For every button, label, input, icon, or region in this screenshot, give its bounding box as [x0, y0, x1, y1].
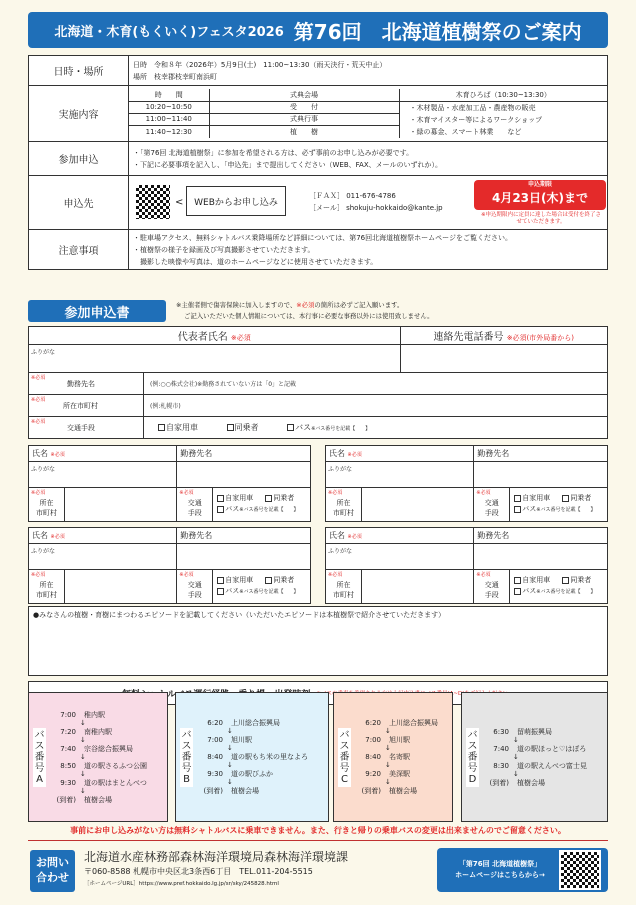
arrow-down-icon: ↓: [80, 718, 86, 727]
warning-text: 事前にお申し込みがない方は無料シャトルバスに乗車できません。また、行きと帰りの乗車バスの変更は出来ませんのでご留意ください。: [70, 826, 566, 835]
required-mark: ※必須: [31, 419, 46, 425]
title-main: 第76回 北海道植樹祭のご案内: [293, 19, 582, 44]
contact-address: 〒060-8588 札幌市中央区北3条西6丁目 TEL.011-204-5515: [84, 867, 313, 876]
furigana-label: ふりがな: [31, 466, 56, 473]
plaza-item: ・木育マイスター等によるワークショップ: [409, 115, 543, 124]
work-field[interactable]: [177, 462, 311, 488]
stop-name: 道の駅はまとんべつ: [84, 778, 147, 787]
fax-number: ［ＦＡＸ］ 011-676-4786: [309, 192, 396, 200]
transport-label: 手段: [187, 590, 202, 599]
city-label: 所在: [336, 580, 351, 589]
ride-label: 同乗者: [273, 494, 295, 502]
name-field[interactable]: [29, 462, 177, 488]
stop-name: 南稚内駅: [84, 727, 112, 736]
stop-name: 上川総合振興局: [389, 719, 438, 727]
bus-number: バス番号B: [181, 729, 192, 785]
stop-time: 7:00: [207, 736, 223, 744]
label-datetime: 日時・場所: [29, 56, 129, 86]
bus-stop: [357, 718, 438, 728]
checkbox-bus[interactable]: [287, 423, 370, 432]
stop-name: 稚内駅: [84, 710, 105, 719]
bus-stop: [485, 727, 587, 737]
sched-time: 11:00~11:40: [129, 113, 209, 125]
stop-time: (到着): [361, 787, 381, 795]
stop-time: (到着): [489, 778, 509, 787]
bus-stop: [52, 761, 147, 771]
arrow-down-icon: ↓: [385, 727, 391, 735]
stop-name: 道の駅びふか: [231, 770, 273, 778]
bus-stop: [52, 727, 147, 737]
name-field[interactable]: [326, 544, 474, 570]
stop-name: 宗谷総合振興局: [84, 744, 133, 753]
apply-line: ・「第76回 北海道植樹祭」に参加を希望される方は、必ず事前のお申し込みが必要です。: [133, 148, 414, 157]
arrow-down-icon: ↓: [227, 744, 233, 752]
transport-label: 手段: [187, 508, 202, 517]
participant-form: [325, 527, 608, 604]
bus-note: ※バス番号を記載【 】: [239, 507, 299, 513]
note-text: の箇所は必ずご記入願います。: [314, 301, 404, 309]
contact-url[interactable]: ［ホームページURL］https://www.pref.hokkaido.lg.jp/sr/sky/245828.html: [84, 881, 279, 887]
place-line: 場所 枝幸郡枝幸町南浜町: [133, 72, 217, 81]
sched-time: 11:40~12:30: [129, 126, 209, 138]
required-mark: ※必須: [347, 534, 362, 540]
bus-number: バス番号C: [339, 729, 350, 785]
arrow-down-icon: ↓: [80, 769, 86, 778]
ride-label: 同乗者: [234, 423, 259, 432]
bus-note: ※バス番号を記載【 】: [311, 426, 371, 432]
bus-route-d: [461, 692, 608, 822]
stop-name: 名寄駅: [389, 753, 410, 761]
date-line: 日時 令和８年（2026年）5月9日(土) 11:00~13:30（雨天決行・荒天中止）: [133, 60, 387, 69]
name-field[interactable]: [326, 462, 474, 488]
required-mark: ※必須: [31, 397, 46, 403]
form-section-title: 参加申込書: [28, 300, 166, 322]
bus-stop: [357, 735, 438, 745]
apply-line: ・下記に必要事項を記入し、「申込先」まで提出してください（WEB、FAX、メールのいずれか）。: [133, 160, 442, 169]
divider: [28, 840, 608, 841]
participant-form: [28, 445, 311, 522]
furigana-label: ふりがな: [328, 466, 353, 473]
qr-code-homepage[interactable]: [559, 850, 601, 890]
arrow-down-icon: ↓: [513, 735, 519, 744]
badge-line: 合わせ: [36, 871, 69, 884]
car-label: 自家用車: [522, 494, 551, 502]
sched-h-plaza: 木育ひろば（10:30~13:30）: [399, 89, 607, 101]
note-required: ※必須: [296, 301, 315, 309]
participant-form: [28, 527, 311, 604]
bus-label: バス: [522, 505, 537, 513]
required-mark: ※必須: [31, 375, 46, 381]
stop-name: 道の駅もち米の里なよろ: [231, 753, 308, 761]
bus-stop: [485, 778, 587, 788]
title-sub: 北海道・木育(もくいく)フェスタ2026: [54, 24, 284, 40]
bus-stop: [52, 710, 147, 720]
stop-time: 6:20: [365, 719, 381, 727]
representative-form: [28, 326, 608, 439]
stop-name: 留萌振興局: [517, 727, 552, 736]
work-field[interactable]: [144, 373, 608, 395]
transport-label: 交通: [484, 498, 499, 507]
required-mark: ※必須: [476, 572, 491, 578]
chevron-left-icon: <: [175, 197, 184, 208]
work-field[interactable]: [474, 544, 608, 570]
arrow-down-icon: ↓: [513, 752, 519, 761]
car-label: 自家用車: [522, 576, 551, 584]
note-privacy: ご記入いただいた個人情報については、本行事に必要な事務以外には使用致しません。: [184, 312, 434, 320]
sched-event: 受 付: [209, 101, 399, 113]
qr-code-web[interactable]: [134, 183, 172, 221]
rep-name-label: 代表者氏名: [177, 332, 228, 343]
furigana-label: ふりがな: [328, 548, 353, 555]
stop-name: 上川総合振興局: [231, 719, 280, 727]
name-field[interactable]: [29, 544, 177, 570]
required-mark: ※必須: [50, 534, 65, 540]
required-mark: ※必須: [328, 572, 343, 578]
stop-time: (到着): [56, 795, 76, 804]
label-apply: 参加申込: [29, 142, 129, 176]
note-text: ※主催者側で傷害保険に加入しますので、: [176, 301, 297, 309]
sched-time: 10:20~10:50: [129, 101, 209, 113]
city-label: 所在: [39, 580, 54, 589]
required-mark: ※必須: [50, 452, 65, 458]
stop-time: 7:00: [60, 710, 76, 719]
stop-time: 7:40: [60, 744, 76, 753]
stop-time: 8:40: [207, 753, 223, 761]
bus-label: バス: [522, 587, 537, 595]
ride-label: 同乗者: [273, 576, 295, 584]
checkbox-ride[interactable]: [562, 494, 591, 502]
stop-time: 6:20: [207, 719, 223, 727]
work-label: 勤務先名: [177, 528, 311, 544]
stop-name: 旭川駅: [389, 736, 410, 744]
city-label: 所在: [336, 498, 351, 507]
plaza-item: ・緑の募金、スマート林業 など: [409, 127, 522, 136]
schedule-table: [129, 89, 607, 138]
stop-time: 8:40: [365, 753, 381, 761]
arrow-down-icon: ↓: [385, 744, 391, 752]
required-mark: ※必須: [179, 490, 194, 496]
arrow-down-icon: ↓: [227, 727, 233, 735]
label-destination: 申込先: [29, 176, 129, 230]
stop-time: 9:20: [365, 770, 381, 778]
required-mark: ※必須: [31, 490, 46, 496]
city-field[interactable]: [362, 570, 474, 604]
arrow-down-icon: ↓: [385, 761, 391, 769]
deadline-date: 4月23日(木)まで: [491, 191, 589, 205]
hp-line: 「第76回 北海道植樹祭」: [458, 860, 542, 868]
caution-line: ・植樹祭の様子を録画及び写真撮影させていただきます。: [133, 245, 315, 254]
checkbox-ride[interactable]: [562, 576, 591, 584]
bus-note: ※バス番号を記載【 】: [536, 507, 596, 513]
bus-note: ※バス番号を記載【 】: [536, 589, 596, 595]
required-mark: ※必須: [31, 572, 46, 578]
work-label: 勤務先名: [474, 446, 608, 462]
badge-line: お問い: [36, 856, 69, 869]
stop-time: 8:30: [493, 761, 509, 770]
checkbox-car[interactable]: [514, 576, 550, 584]
stop-time: 7:00: [365, 736, 381, 744]
bus-label: バス: [295, 423, 312, 432]
stop-name: 植樹会場: [389, 787, 417, 795]
checkbox-ride[interactable]: [265, 494, 294, 502]
homepage-link[interactable]: [437, 848, 608, 892]
checkbox-bus[interactable]: [217, 586, 310, 598]
page-title: [28, 12, 608, 48]
city-field[interactable]: [144, 395, 608, 417]
bus-stop: [357, 786, 438, 796]
stop-time: 9:30: [207, 770, 223, 778]
city-hint: (例:札幌市): [150, 403, 181, 410]
ride-label: 同乗者: [570, 576, 592, 584]
label-program: 実施内容: [29, 86, 129, 142]
arrow-down-icon: ↓: [80, 786, 86, 795]
required-mark: ※必須: [476, 490, 491, 496]
web-apply-button[interactable]: WEBからお申し込み: [186, 186, 286, 216]
furigana-label: ふりがな: [31, 548, 56, 555]
transport-label: 手段: [484, 590, 499, 599]
bus-route-a: [28, 692, 168, 822]
sched-h-time: 時 間: [129, 89, 209, 101]
stop-time: 7:20: [60, 727, 76, 736]
stop-time: (到着): [203, 787, 223, 795]
info-table: [28, 55, 608, 270]
city-label: 所在市町村: [63, 401, 98, 410]
car-label: 自家用車: [225, 576, 254, 584]
work-label: 勤務先名: [67, 379, 95, 388]
city-label: 市町村: [333, 508, 354, 517]
bus-route-b: [175, 692, 329, 822]
stop-time: 6:30: [493, 727, 509, 736]
bus-stop: [485, 761, 587, 771]
name-label: 氏名: [329, 449, 345, 458]
stop-time: 7:40: [493, 744, 509, 753]
deadline-note: ※申込期限内に定員に達した場合は受付を終了させていただきます。: [480, 212, 602, 225]
deadline-badge: [474, 180, 606, 210]
arrow-down-icon: ↓: [227, 761, 233, 769]
checkbox-ride[interactable]: [265, 576, 294, 584]
checkbox-car[interactable]: [158, 423, 198, 432]
stop-name: 道の駅さるふつ公園: [84, 761, 147, 770]
bus-stop: [357, 752, 438, 762]
required-mark: ※必須: [179, 572, 194, 578]
deadline-title: 申込期限: [527, 181, 552, 188]
checkbox-bus[interactable]: [514, 586, 607, 598]
city-label: 市町村: [36, 590, 57, 599]
bus-stop: [199, 752, 308, 762]
rep-name-field[interactable]: [29, 345, 401, 373]
stop-name: 植樹会場: [231, 787, 259, 795]
name-label: 氏名: [32, 449, 48, 458]
bus-stop: [485, 744, 587, 754]
bus-stop: [52, 744, 147, 754]
city-label: 市町村: [333, 590, 354, 599]
arrow-down-icon: ↓: [513, 769, 519, 778]
caution-line: 撮影した映像や写真は、道のホームページなどに使用させていただきます。: [133, 257, 378, 266]
sched-event: 植 樹: [209, 126, 399, 138]
mail-address[interactable]: ［メール］ shokuju-hokkaido@kante.jp: [309, 204, 443, 212]
form-note: [176, 300, 434, 322]
bus-number: バス番号D: [467, 729, 478, 785]
checkbox-car[interactable]: [217, 494, 253, 502]
stop-name: 美深駅: [389, 770, 410, 778]
bus-stop: [52, 795, 147, 805]
stop-name: 道の駅えんべつ富士見: [517, 761, 587, 770]
contact-badge: [30, 850, 75, 892]
work-hint: (例:○○株式会社)※勤務されていない方は「0」と記載: [150, 381, 297, 388]
required-mark: ※必須: [230, 334, 251, 342]
bus-stop: [199, 769, 308, 779]
plaza-item: ・木材製品・水産加工品・農産物の販売: [409, 103, 536, 112]
sched-h-venue: 式典会場: [209, 89, 399, 101]
participant-form: [325, 445, 608, 522]
checkbox-ride[interactable]: [227, 423, 259, 432]
arrow-down-icon: ↓: [80, 735, 86, 744]
bus-route-c: [333, 692, 453, 822]
stop-name: 植樹会場: [517, 778, 545, 787]
bus-stop: [199, 735, 308, 745]
tel-required-mark: ※必須(市外局番から): [506, 334, 575, 342]
bus-label: バス: [225, 587, 240, 595]
car-label: 自家用車: [225, 494, 254, 502]
transport-label: 交通: [187, 498, 202, 507]
tel-field[interactable]: [400, 345, 607, 373]
car-label: 自家用車: [166, 423, 198, 432]
work-field[interactable]: [474, 462, 608, 488]
arrow-down-icon: ↓: [80, 752, 86, 761]
bus-note: ※バス番号を記載【 】: [239, 589, 299, 595]
sched-event: 式典行事: [209, 113, 399, 125]
city-field[interactable]: [65, 488, 177, 522]
city-label: 市町村: [36, 508, 57, 517]
furigana-label: ふりがな: [31, 349, 56, 356]
transport-label: 手段: [484, 508, 499, 517]
tel-label: 連絡先電話番号: [433, 332, 504, 343]
required-mark: ※必須: [347, 452, 362, 458]
bus-number: バス番号A: [34, 729, 45, 785]
name-label: 氏名: [32, 531, 48, 540]
city-field[interactable]: [65, 570, 177, 604]
checkbox-car[interactable]: [217, 576, 253, 584]
bus-stop: [52, 778, 147, 788]
episode-field[interactable]: [28, 606, 608, 676]
stop-time: 9:30: [60, 778, 76, 787]
checkbox-car[interactable]: [514, 494, 550, 502]
label-caution: 注意事項: [29, 230, 129, 270]
stop-name: 道の駅ほっと♡はぼろ: [517, 744, 587, 753]
arrow-down-icon: ↓: [227, 778, 233, 786]
stop-name: 植樹会場: [84, 795, 112, 804]
work-label: 勤務先名: [474, 528, 608, 544]
work-field[interactable]: [177, 544, 311, 570]
hp-line: ホームページはこちらから→: [455, 871, 545, 879]
stop-time: 8:50: [60, 761, 76, 770]
checkbox-bus[interactable]: [514, 504, 607, 516]
episode-prompt: ●みなさんの植樹・育樹にまつわるエピソードを記載してください（いただいたエピソードは本植樹祭で紹介させていただきます）: [33, 611, 446, 619]
transport-label: 交通: [187, 580, 202, 589]
checkbox-bus[interactable]: [217, 504, 310, 516]
bus-stop: [199, 718, 308, 728]
arrow-down-icon: ↓: [385, 778, 391, 786]
city-label: 所在: [39, 498, 54, 507]
ride-label: 同乗者: [570, 494, 592, 502]
stop-name: 旭川駅: [231, 736, 252, 744]
required-mark: ※必須: [328, 490, 343, 496]
caution-line: ・駐車場アクセス、無料シャトルバス乗降場所など詳細については、第76回北海道植樹祭ホームページをご覧ください。: [133, 233, 512, 242]
bus-stop: [357, 769, 438, 779]
bus-stop: [199, 786, 308, 796]
contact-org: 北海道水産林務部森林海洋環境局森林海洋環境課: [84, 850, 349, 864]
bus-label: バス: [225, 505, 240, 513]
transport-label: 交通手段: [67, 423, 95, 432]
city-field[interactable]: [362, 488, 474, 522]
work-label: 勤務先名: [177, 446, 311, 462]
name-label: 氏名: [329, 531, 345, 540]
transport-label: 交通: [484, 580, 499, 589]
